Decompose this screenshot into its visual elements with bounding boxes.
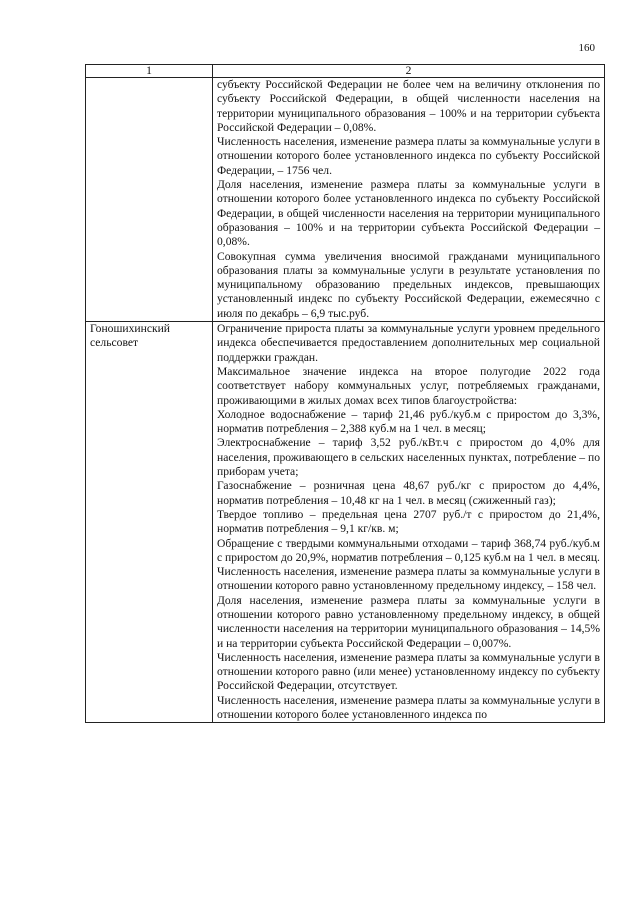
column-number-row — [86, 65, 605, 78]
description-cell — [213, 322, 605, 723]
paragraph: Численность населения, изменение размера платы за коммунальные услуги в отношении которого равно (или менее) установленному индексу по субъекту Российской Федерации, отсутствует. — [217, 650, 600, 693]
table-row — [86, 322, 605, 723]
paragraph: Доля населения, изменение размера платы за коммунальные услуги в отношении которого более установленного индекса по субъекту Российской Федерации, в общей численности населения на территории муниципального образования – 100% и на территории субъекта Российской Федерации – 0,08%. — [217, 178, 600, 249]
description-cell — [213, 78, 605, 322]
paragraph: Численность населения, изменение размера платы за коммунальные услуги в отношении которого более установленного индекса по — [217, 693, 600, 722]
paragraph: Твердое топливо – предельная цена 2707 руб./т с приростом до 21,4%, норматив потребления – 9,1 кг/кв. м; — [217, 507, 600, 536]
paragraph: Газоснабжение – розничная цена 48,67 руб./кг с приростом до 4,4%, норматив потребления – 10,48 кг на 1 чел. в месяц (сжиженный газ); — [217, 479, 600, 507]
paragraph: Численность населения, изменение размера платы за коммунальные услуги в отношении которого более установленного индекса по субъекту Российской Федерации, – 1756 чел. — [217, 135, 600, 177]
paragraph: Холодное водоснабжение – тариф 21,46 руб./куб.м с приростом до 3,3%, норматив потребления – 2,388 куб.м на 1 чел. в месяц; — [217, 407, 600, 436]
page-number: 160 — [578, 42, 595, 54]
table-row — [86, 78, 605, 322]
paragraph: Совокупная сумма увеличения вносимой гражданами муниципального образования платы за коммунальные услуги в результате установления по муниципальному образованию предельных индексов, превышающих установленный индекс по субъекту Российской Федерации, ежемесячно с июля по декабрь – 6,9 тыс.руб. — [217, 249, 600, 320]
municipality-name-cell — [86, 78, 213, 322]
paragraph: Ограничение прироста платы за коммунальные услуги уровнем предельного индекса обеспечивается предоставлением дополнительных мер социальной поддержки граждан. — [217, 322, 600, 364]
municipality-name-cell: Гоношихинский сельсовет — [86, 322, 213, 723]
municipality-table — [85, 64, 605, 723]
paragraph: Максимальное значение индекса на второе полугодие 2022 года соответствует набору коммунальных услуг, потребляемых гражданами, проживающими в жилых домах всех типов благоустройства: — [217, 364, 600, 407]
paragraph: Численность населения, изменение размера платы за коммунальные услуги в отношении которого равно установленному предельному индексу, – 158 чел. — [217, 565, 600, 593]
column-header-1: 1 — [86, 65, 213, 78]
paragraph: субъекту Российской Федерации не более чем на величину отклонения по субъекту Российской Федерации, в общей численности населения на территории муниципального образования – 100% и на территории субъекта Российской Федерации – 0,08%. — [217, 78, 600, 134]
column-header-2: 2 — [213, 65, 605, 78]
paragraph: Доля населения, изменение размера платы за коммунальные услуги в отношении которого равно установленному предельному индексу, в общей численности населения на территории муниципального образования – 14,5% и на территории субъекта Российской Федерации – 0,007%. — [217, 593, 600, 650]
paragraph: Электроснабжение – тариф 3,52 руб./кВт.ч с приростом до 4,0% для населения, проживающего в сельских населенных пунктах, потребление – по приборам учета; — [217, 436, 600, 479]
paragraph: Обращение с твердыми коммунальными отходами – тариф 368,74 руб./куб.м с приростом до 20,9%, норматив потребления – 0,125 куб.м на 1 чел. в месяц. — [217, 536, 600, 564]
